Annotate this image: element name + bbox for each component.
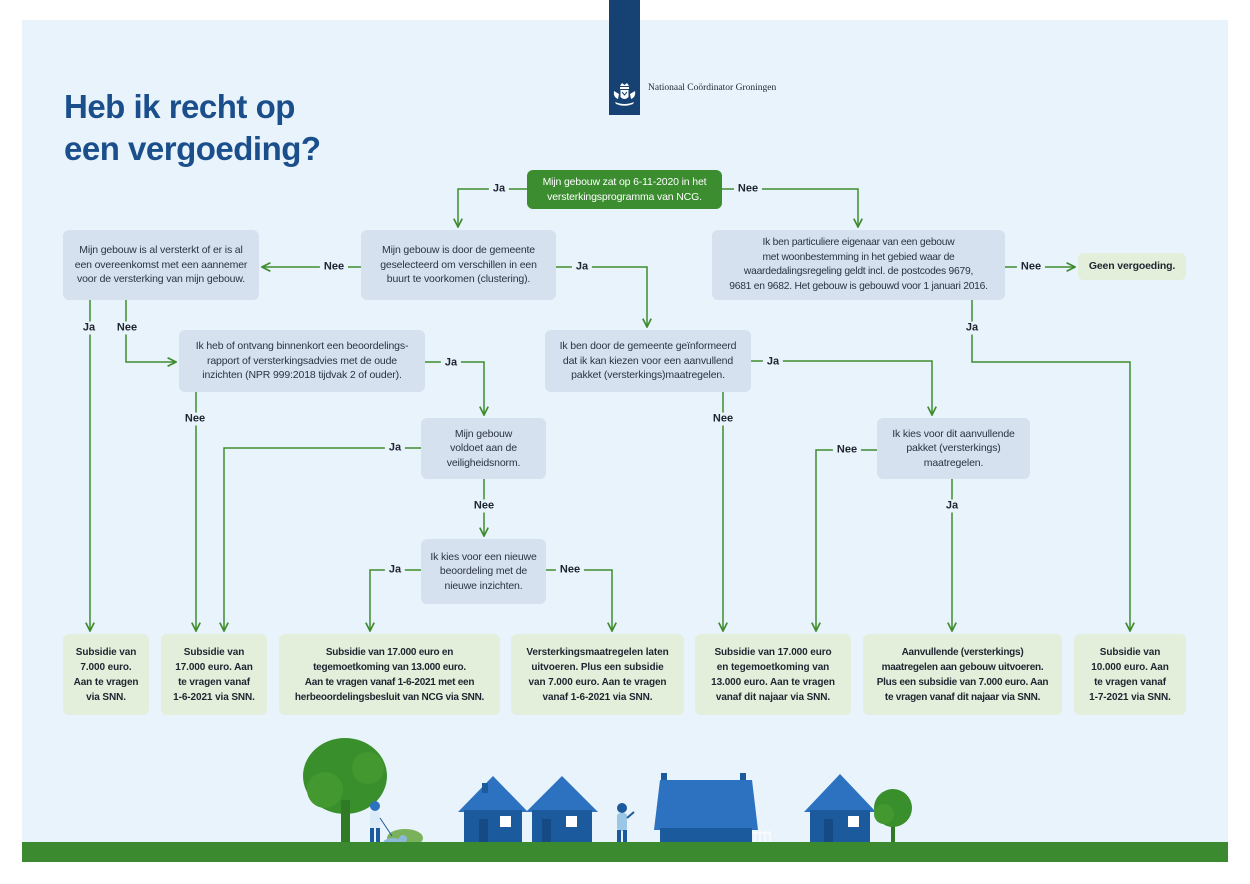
label-veiligheid-ja: Ja (385, 442, 405, 455)
label-beoordeling-nee: Nee (181, 413, 209, 426)
title-line-1: Heb ik recht op (64, 88, 295, 125)
label-clustering-nee: Nee (320, 261, 348, 274)
node-beoordeling: Ik heb of ontvang binnenkort een beoordelings- rapport of versterkingsadvies met de oude inzichten (NPR 999:2018 tijdvak 2 of ouder). (179, 330, 425, 392)
node-veiligheid: Mijn gebouw voldoet aan de veiligheidsnorm. (421, 418, 546, 479)
node-versterkt: Mijn gebouw is al versterkt of er is al een overeenkomst met een aannemer voor de versterking van mijn gebouw. (63, 230, 259, 300)
outcome-d: Versterkingsmaatregelen laten uitvoeren. Plus een subsidie van 7.000 euro. Aan te vragen vanaf 1-6-2021 via SNN. (511, 634, 684, 715)
label-kies-pakket-nee: Nee (833, 444, 861, 457)
tree-right-icon (874, 789, 912, 842)
label-versterkt-ja: Ja (79, 322, 99, 335)
label-pakket-info-nee: Nee (709, 413, 737, 426)
node-geen-vergoeding: Geen vergoeding. (1078, 253, 1186, 280)
label-eigenaar-ja: Ja (962, 322, 982, 335)
outcome-a: Subsidie van 7.000 euro. Aan te vragen via SNN. (63, 634, 149, 715)
house-right-icon (804, 774, 876, 842)
node-pakket-info: Ik ben door de gemeente geïnformeerd dat ik kan kiezen voor een aanvullend pakket (versterkings)maatregelen. (545, 330, 751, 392)
house-barn-icon (654, 773, 770, 842)
label-nieuwe-ja: Ja (385, 564, 405, 577)
label-kies-pakket-ja: Ja (942, 500, 962, 513)
outcome-b: Subsidie van 17.000 euro. Aan te vragen vanaf 1-6-2021 via SNN. (161, 634, 267, 715)
node-kies-pakket: Ik kies voor dit aanvullende pakket (versterkings) maatregelen. (877, 418, 1030, 479)
outcome-e: Subsidie van 17.000 euro en tegemoetkoming van 13.000 euro. Aan te vragen vanaf dit najaar via SNN. (695, 634, 851, 715)
node-eigenaar: Ik ben particuliere eigenaar van een gebouw met woonbestemming in het gebied waar de waardedalingsregeling geldt incl. de postcodes 9679, 9681 en 9682. Het gebouw is gebouwd voor 1 januari 2016. (712, 230, 1005, 300)
label-eigenaar-nee: Nee (1017, 261, 1045, 274)
person-center-icon (617, 803, 634, 848)
organisation-name: Nationaal Coördinator Groningen (648, 83, 777, 93)
node-start: Mijn gebouw zat op 6-11-2020 in het versterkingsprogramma van NCG. (527, 170, 722, 209)
node-nieuwe-beoordeling: Ik kies voor een nieuwe beoordeling met de nieuwe inzichten. (421, 539, 546, 604)
label-beoordeling-ja: Ja (441, 357, 461, 370)
label-nieuwe-nee: Nee (556, 564, 584, 577)
ground-strip (22, 842, 1228, 862)
label-start-ja: Ja (489, 183, 509, 196)
outcome-f: Aanvullende (versterkings) maatregelen aan gebouw uitvoeren. Plus een subsidie van 7.000 euro. Aan te vragen vanaf dit najaar via SNN. (863, 634, 1062, 715)
label-veiligheid-nee: Nee (470, 500, 498, 513)
house-double-icon (458, 776, 598, 842)
label-pakket-info-ja: Ja (763, 356, 783, 369)
outcome-g: Subsidie van 10.000 euro. Aan te vragen vanaf 1-7-2021 via SNN. (1074, 634, 1186, 715)
label-start-nee: Nee (734, 183, 762, 196)
node-clustering: Mijn gebouw is door de gemeente geselecteerd om verschillen in een buurt te voorkomen (clustering). (361, 230, 556, 300)
label-clustering-ja: Ja (572, 261, 592, 274)
outcome-c: Subsidie van 17.000 euro en tegemoetkoming van 13.000 euro. Aan te vragen vanaf 1-6-2021 met een herbeoordelingsbesluit van NCG via SNN. (279, 634, 500, 715)
label-versterkt-nee: Nee (113, 322, 141, 335)
title-line-2: een vergoeding? (64, 130, 321, 167)
